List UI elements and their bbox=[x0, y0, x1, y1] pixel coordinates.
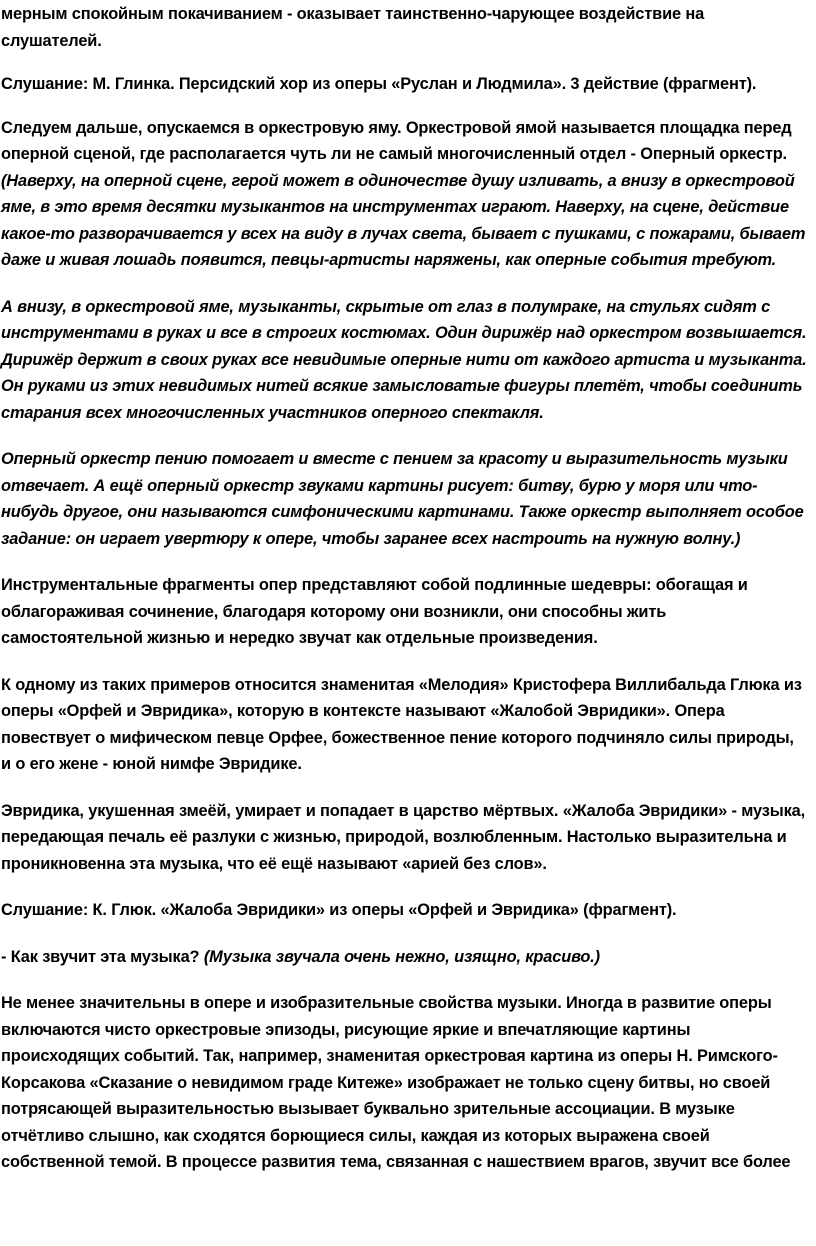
text-segment: Следуем дальше, опускаемся в оркестровую яму. Оркестровой ямой называется площадка перед оперной сценой, где располагается чуть ли не самый многочисленный отдел - Оперный оркестр. bbox=[1, 118, 792, 163]
text-segment: Слушание: М. Глинка. Персидский хор из оперы «Руслан и Людмила». 3 действие (фрагмент). bbox=[1, 75, 757, 93]
text-segment-italic: (Наверху, на оперной сцене, герой может в одиночестве душу изливать, а внизу в оркестровой яме, в это время десятки музыкантов на инструментах играют. Наверху, на сцене, действие какое-то разворачивается у всех на виду в лучах света, бывает с пушками, с пожарами, бывает даже и живая лошадь появится, певцы-артисты наряжены, как оперные события требуют. bbox=[1, 171, 806, 269]
document-page bbox=[0, 1, 816, 1246]
paragraph-conductor bbox=[1, 294, 808, 427]
paragraph-instrumental-fragments bbox=[1, 572, 808, 652]
text-segment-italic: Оперный оркестр пению помогает и вместе с пением за красоту и выразительность музыки отвечает. А ещё оперный оркестр звуками картины рисует: битву, бурю у моря или что-нибудь другое, они называются симфоническими картинами. Также оркестр выполняет особое задание: он играет увертюру к опере, чтобы заранее всех настроить на нужную волну.) bbox=[1, 450, 804, 548]
paragraph-eurydice bbox=[1, 798, 808, 878]
paragraph-gluck-melody bbox=[1, 672, 808, 778]
paragraph-listening-glinka bbox=[1, 71, 808, 98]
paragraph-question bbox=[1, 944, 808, 971]
text-segment-italic: А внизу, в оркестровой яме, музыканты, скрытые от глаз в полумраке, на стульях сидят с инструментами в руках и все в строгих костюмах. Один дирижёр над оркестром возвышается. Дирижёр держит в своих руках все невидимые оперные нити от каждого артиста и музыканта. Он руками из этих невидимых нитей всякие замысловатые фигуры плетёт, чтобы соединить старания всех многочисленных участников оперного спектакля. bbox=[1, 297, 807, 422]
text-segment: Эвридика, укушенная змеёй, умирает и попадает в царство мёртвых. «Жалоба Эвридики» - музыка, передающая печаль её разлуки с жизнью, природой, возлюбленным. Настолько выразительна и проникновенна эта музыка, что её ещё называют «арией без слов». bbox=[1, 801, 806, 873]
paragraph-pictorial-music bbox=[1, 990, 808, 1176]
paragraph-opera-orchestra bbox=[1, 446, 808, 552]
text-segment: К одному из таких примеров относится знаменитая «Мелодия» Кристофера Виллибальда Глюка из оперы «Орфей и Эвридика», которую в контексте называют «Жалобой Эвридики». Опера повествует о мифическом певце Орфее, божественное пение которого подчиняло силы природы, и о его жене - юной нимфе Эвридике. bbox=[1, 675, 802, 773]
text-segment: Слушание: К. Глюк. «Жалоба Эвридики» из оперы «Орфей и Эвридика» (фрагмент). bbox=[1, 901, 677, 919]
text-segment: - Как звучит эта музыка? bbox=[1, 947, 204, 966]
paragraph-listening-gluck bbox=[1, 897, 808, 924]
paragraph-orchestra-pit bbox=[1, 115, 808, 274]
text-segment-italic: (Музыка звучала очень нежно, изящно, красиво.) bbox=[203, 947, 600, 966]
paragraph-swaying bbox=[1, 1, 808, 54]
text-segment: Инструментальные фрагменты опер представляют собой подлинные шедевры: обогащая и облагораживая сочинение, благодаря которому они возникли, они способны жить самостоятельной жизнью и нередко звучат как отдельные произведения. bbox=[1, 576, 748, 647]
text-segment: Не менее значительны в опере и изобразительные свойства музыки. Иногда в развитие оперы включаются чисто оркестровые эпизоды, рисующие яркие и впечатляющие картины происходящих событий. Так, например, знаменитая оркестровая картина из оперы Н. Римского-Корсакова «Сказание о невидимом граде Китеже» изображает не только сцену битвы, но своей потрясающей выразительностью вызывает буквально зрительные ассоциации. В музыке отчётливо слышно, как сходятся борющиеся силы, каждая из которых выражена своей собственной темой. В процессе развития тема, связанная с нашествием врагов, звучит все более bbox=[1, 994, 791, 1171]
text-segment: мерным спокойным покачиванием - оказывает таинственно-чарующее воздействие на слушателей. bbox=[1, 5, 705, 50]
